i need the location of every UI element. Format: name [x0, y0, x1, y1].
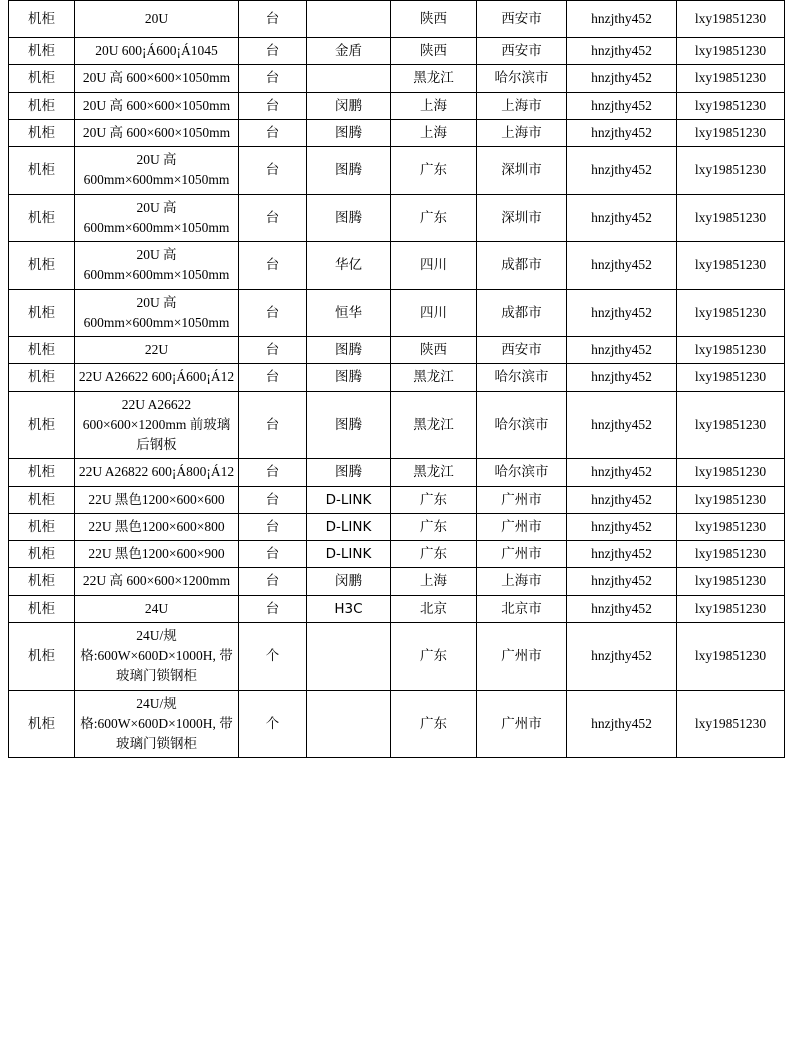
table-row	[9, 147, 785, 195]
cell-city: 西安市	[477, 337, 567, 364]
cell-spec: 22U A26622 600¡Á600¡Á12	[75, 364, 239, 391]
cell-unit: 台	[239, 541, 307, 568]
cell-unit: 台	[239, 65, 307, 92]
cell-user: hnzjthy452	[567, 92, 677, 119]
cell-code: lxy19851230	[677, 486, 785, 513]
table-row	[9, 513, 785, 540]
table-row	[9, 459, 785, 486]
cell-name: 机柜	[9, 1, 75, 38]
cell-unit: 个	[239, 622, 307, 690]
cell-city: 广州市	[477, 541, 567, 568]
table-row	[9, 337, 785, 364]
cell-unit: 台	[239, 459, 307, 486]
cell-spec: 24U	[75, 595, 239, 622]
cell-unit: 台	[239, 486, 307, 513]
cell-spec: 22U 高 600×600×1200mm	[75, 568, 239, 595]
cell-code: lxy19851230	[677, 242, 785, 290]
cell-unit: 台	[239, 1, 307, 38]
cell-code: lxy19851230	[677, 595, 785, 622]
cell-brand: 恒华	[307, 289, 391, 337]
cell-spec: 24U/规格:600W×600D×1000H, 带玻璃门锁钢柜	[75, 690, 239, 758]
cell-code: lxy19851230	[677, 119, 785, 146]
cell-brand: 闵鹏	[307, 568, 391, 595]
cell-province: 广东	[391, 513, 477, 540]
cell-brand: H3C	[307, 595, 391, 622]
cell-spec: 20U 高 600×600×1050mm	[75, 92, 239, 119]
cell-brand	[307, 65, 391, 92]
cell-code: lxy19851230	[677, 391, 785, 459]
table-row	[9, 391, 785, 459]
cell-province: 广东	[391, 486, 477, 513]
cell-spec: 20U 高 600mm×600mm×1050mm	[75, 147, 239, 195]
cell-code: lxy19851230	[677, 194, 785, 242]
cell-brand: 图腾	[307, 459, 391, 486]
cell-user: hnzjthy452	[567, 289, 677, 337]
cell-brand: 图腾	[307, 119, 391, 146]
cell-unit: 台	[239, 391, 307, 459]
cell-code: lxy19851230	[677, 541, 785, 568]
cell-name: 机柜	[9, 513, 75, 540]
cell-code: lxy19851230	[677, 690, 785, 758]
cell-user: hnzjthy452	[567, 194, 677, 242]
cell-code: lxy19851230	[677, 337, 785, 364]
cell-brand: 金盾	[307, 38, 391, 65]
cell-brand	[307, 690, 391, 758]
cell-name: 机柜	[9, 486, 75, 513]
cell-city: 广州市	[477, 486, 567, 513]
cell-city: 北京市	[477, 595, 567, 622]
cell-code: lxy19851230	[677, 92, 785, 119]
cell-city: 上海市	[477, 92, 567, 119]
cell-code: lxy19851230	[677, 568, 785, 595]
cell-province: 四川	[391, 289, 477, 337]
cell-code: lxy19851230	[677, 147, 785, 195]
cell-province: 黑龙江	[391, 459, 477, 486]
cell-name: 机柜	[9, 622, 75, 690]
cell-name: 机柜	[9, 391, 75, 459]
table-row	[9, 541, 785, 568]
table-row	[9, 38, 785, 65]
table-row	[9, 92, 785, 119]
cell-spec: 20U	[75, 1, 239, 38]
cell-spec: 20U 600¡Á600¡Á1045	[75, 38, 239, 65]
cell-city: 西安市	[477, 1, 567, 38]
cell-user: hnzjthy452	[567, 690, 677, 758]
cell-user: hnzjthy452	[567, 595, 677, 622]
cell-province: 黑龙江	[391, 364, 477, 391]
cell-province: 陕西	[391, 337, 477, 364]
table-row	[9, 595, 785, 622]
cell-brand: 图腾	[307, 194, 391, 242]
cell-user: hnzjthy452	[567, 242, 677, 290]
cell-spec: 20U 高 600mm×600mm×1050mm	[75, 242, 239, 290]
cell-city: 广州市	[477, 622, 567, 690]
cell-user: hnzjthy452	[567, 119, 677, 146]
cell-brand: D-LINK	[307, 541, 391, 568]
cell-spec: 22U 黑色1200×600×900	[75, 541, 239, 568]
cell-province: 陕西	[391, 38, 477, 65]
cell-unit: 台	[239, 147, 307, 195]
table-row	[9, 289, 785, 337]
table-row	[9, 364, 785, 391]
cell-province: 黑龙江	[391, 65, 477, 92]
cell-unit: 台	[239, 337, 307, 364]
cell-name: 机柜	[9, 289, 75, 337]
cell-unit: 台	[239, 38, 307, 65]
cell-code: lxy19851230	[677, 622, 785, 690]
cell-user: hnzjthy452	[567, 1, 677, 38]
cell-unit: 台	[239, 194, 307, 242]
cell-brand: 图腾	[307, 147, 391, 195]
cell-spec: 22U 黑色1200×600×600	[75, 486, 239, 513]
cell-code: lxy19851230	[677, 65, 785, 92]
cell-province: 上海	[391, 92, 477, 119]
table-body	[9, 1, 785, 758]
cell-user: hnzjthy452	[567, 38, 677, 65]
cell-unit: 台	[239, 242, 307, 290]
cell-name: 机柜	[9, 242, 75, 290]
cell-province: 陕西	[391, 1, 477, 38]
cell-unit: 台	[239, 92, 307, 119]
cell-spec: 20U 高 600×600×1050mm	[75, 65, 239, 92]
cell-province: 广东	[391, 194, 477, 242]
cell-province: 黑龙江	[391, 391, 477, 459]
cell-city: 哈尔滨市	[477, 391, 567, 459]
cell-province: 四川	[391, 242, 477, 290]
cell-city: 上海市	[477, 119, 567, 146]
cell-province: 上海	[391, 119, 477, 146]
table-row	[9, 65, 785, 92]
cell-name: 机柜	[9, 38, 75, 65]
cell-city: 深圳市	[477, 194, 567, 242]
cell-brand	[307, 1, 391, 38]
cell-spec: 22U 黑色1200×600×800	[75, 513, 239, 540]
cell-name: 机柜	[9, 337, 75, 364]
cell-user: hnzjthy452	[567, 486, 677, 513]
cell-code: lxy19851230	[677, 289, 785, 337]
cell-code: lxy19851230	[677, 1, 785, 38]
table-row	[9, 690, 785, 758]
cell-city: 哈尔滨市	[477, 65, 567, 92]
cell-city: 广州市	[477, 690, 567, 758]
cell-brand	[307, 622, 391, 690]
cell-province: 广东	[391, 541, 477, 568]
cell-user: hnzjthy452	[567, 513, 677, 540]
cell-unit: 个	[239, 690, 307, 758]
table-row	[9, 486, 785, 513]
cell-user: hnzjthy452	[567, 568, 677, 595]
cell-user: hnzjthy452	[567, 459, 677, 486]
cell-name: 机柜	[9, 65, 75, 92]
cell-city: 成都市	[477, 289, 567, 337]
cell-code: lxy19851230	[677, 364, 785, 391]
cell-unit: 台	[239, 513, 307, 540]
cell-spec: 22U	[75, 337, 239, 364]
cell-name: 机柜	[9, 690, 75, 758]
cell-city: 广州市	[477, 513, 567, 540]
table-row	[9, 568, 785, 595]
cell-brand: 图腾	[307, 337, 391, 364]
cell-spec: 20U 高 600×600×1050mm	[75, 119, 239, 146]
cell-city: 成都市	[477, 242, 567, 290]
cell-user: hnzjthy452	[567, 65, 677, 92]
cell-spec: 22U A26822 600¡Á800¡Á12	[75, 459, 239, 486]
cell-unit: 台	[239, 289, 307, 337]
cell-province: 广东	[391, 622, 477, 690]
cell-name: 机柜	[9, 568, 75, 595]
cell-user: hnzjthy452	[567, 622, 677, 690]
cell-province: 上海	[391, 568, 477, 595]
cell-user: hnzjthy452	[567, 391, 677, 459]
cell-province: 广东	[391, 690, 477, 758]
cell-spec: 20U 高 600mm×600mm×1050mm	[75, 194, 239, 242]
cell-spec: 22U A26622 600×600×1200mm 前玻璃后钢板	[75, 391, 239, 459]
product-spec-table	[8, 0, 785, 758]
cell-brand: D-LINK	[307, 486, 391, 513]
cell-brand: 华亿	[307, 242, 391, 290]
cell-name: 机柜	[9, 147, 75, 195]
cell-unit: 台	[239, 364, 307, 391]
cell-code: lxy19851230	[677, 38, 785, 65]
cell-city: 上海市	[477, 568, 567, 595]
cell-city: 西安市	[477, 38, 567, 65]
cell-province: 广东	[391, 147, 477, 195]
cell-name: 机柜	[9, 92, 75, 119]
cell-spec: 20U 高 600mm×600mm×1050mm	[75, 289, 239, 337]
cell-brand: 图腾	[307, 364, 391, 391]
cell-unit: 台	[239, 595, 307, 622]
cell-name: 机柜	[9, 194, 75, 242]
cell-name: 机柜	[9, 595, 75, 622]
cell-name: 机柜	[9, 364, 75, 391]
cell-spec: 24U/规格:600W×600D×1000H, 带玻璃门锁钢柜	[75, 622, 239, 690]
table-row	[9, 1, 785, 38]
table-row	[9, 194, 785, 242]
cell-city: 深圳市	[477, 147, 567, 195]
cell-city: 哈尔滨市	[477, 364, 567, 391]
table-row	[9, 622, 785, 690]
cell-unit: 台	[239, 119, 307, 146]
cell-brand: 闵鹏	[307, 92, 391, 119]
cell-unit: 台	[239, 568, 307, 595]
cell-user: hnzjthy452	[567, 337, 677, 364]
cell-brand: D-LINK	[307, 513, 391, 540]
cell-name: 机柜	[9, 541, 75, 568]
table-row	[9, 119, 785, 146]
cell-name: 机柜	[9, 459, 75, 486]
table-row	[9, 242, 785, 290]
cell-name: 机柜	[9, 119, 75, 146]
cell-province: 北京	[391, 595, 477, 622]
cell-user: hnzjthy452	[567, 541, 677, 568]
cell-code: lxy19851230	[677, 513, 785, 540]
cell-brand: 图腾	[307, 391, 391, 459]
cell-code: lxy19851230	[677, 459, 785, 486]
cell-city: 哈尔滨市	[477, 459, 567, 486]
cell-user: hnzjthy452	[567, 147, 677, 195]
cell-user: hnzjthy452	[567, 364, 677, 391]
